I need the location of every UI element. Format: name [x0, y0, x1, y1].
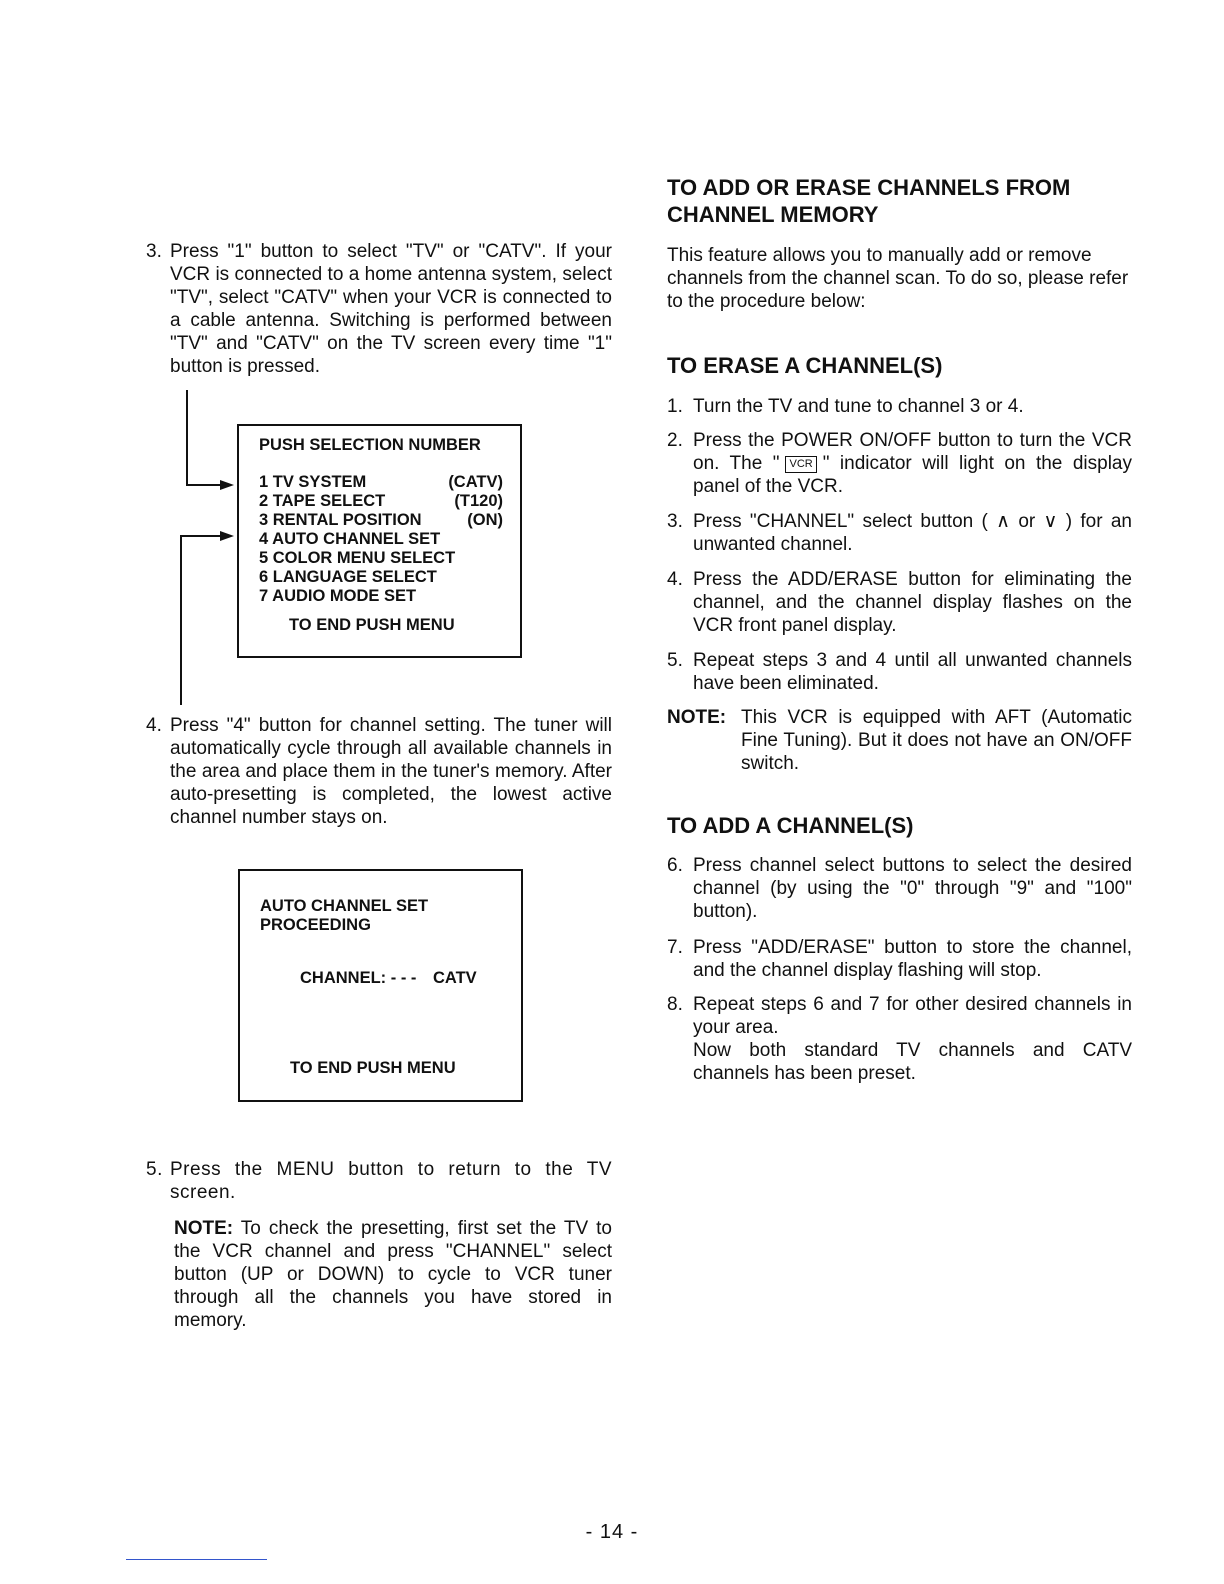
menu-screen — [237, 424, 522, 658]
step-number: 8. — [667, 994, 683, 1015]
connector-line — [180, 535, 222, 537]
menu-screen-title: PUSH SELECTION NUMBER — [259, 436, 481, 454]
step-number: 7. — [667, 937, 683, 958]
step-number: 3. — [667, 511, 683, 532]
erase-heading: TO ERASE A CHANNEL(S) — [667, 353, 943, 378]
step-text: Press "4" button for channel setting. The tuner will automatically cycle through all available channels in the area and place them in the tuner's memory. After auto-presetting is completed, the lowest active channel number stays on. — [170, 715, 612, 828]
note-left — [174, 1217, 612, 1332]
step-text: Turn the TV and tune to channel 3 or 4. — [693, 396, 1024, 417]
arrow-right-icon — [220, 480, 234, 490]
step-number: 1. — [667, 396, 683, 417]
step-number: 4. — [667, 569, 683, 590]
note-label: NOTE: — [667, 707, 727, 728]
channel-value: CATV — [433, 969, 477, 987]
auto-channel-screen — [238, 869, 523, 1102]
step-text-continued: Now both standard TV channels and CATV channels has been preset. — [693, 1040, 1132, 1084]
connector-line — [186, 390, 188, 486]
erase-step-5 — [667, 649, 1132, 695]
step-text: Repeat steps 6 and 7 for other desired channels in your area. — [693, 994, 1132, 1038]
erase-step-1 — [667, 395, 1132, 418]
menu-item: 7 AUDIO MODE SET — [259, 587, 417, 605]
menu-screen-footer: TO END PUSH MENU — [289, 616, 455, 634]
add-heading: TO ADD A CHANNEL(S) — [667, 813, 914, 838]
step-text: Repeat steps 3 and 4 until all unwanted channels have been eliminated. — [693, 650, 1132, 694]
step-number: 5. — [667, 650, 683, 671]
connector-line — [180, 535, 182, 705]
erase-step-3 — [667, 510, 1132, 556]
connector-line — [186, 484, 222, 486]
step-number: 6. — [667, 855, 683, 876]
menu-list — [259, 473, 503, 606]
menu-item: 5 COLOR MENU SELECT — [259, 549, 456, 567]
main-heading: TO ADD OR ERASE CHANNELS FROM CHANNEL MEMORY — [667, 175, 1071, 227]
step-text: Press "CHANNEL" select button ( ∧ or ∨ ) for an unwanted channel. — [693, 511, 1132, 555]
channel-readout — [300, 969, 477, 988]
channel-label: CHANNEL: - - - — [300, 969, 417, 987]
step-text: Press the ADD/ERASE button for eliminating the channel, and the channel display flashes on the VCR front panel display. — [693, 569, 1132, 636]
step-number: 4. — [146, 715, 162, 736]
menu-item: 4 AUTO CHANNEL SET — [259, 530, 441, 548]
add-step-7 — [667, 936, 1132, 982]
step-text: Press the POWER ON/OFF button to turn the VCR on. The " VCR " indicator will light on the display panel of the VCR. — [693, 430, 1132, 497]
note-text: To check the presetting, first set the TV to the VCR channel and press "CHANNEL" select button (UP or DOWN) to cycle to VCR tuner through all the channels you have stored in memory. — [174, 1218, 612, 1331]
step-text: Press the MENU button to return to the TV screen. — [170, 1159, 612, 1203]
menu-item: 2 TAPE SELECT (T120) — [259, 492, 503, 510]
step-3 — [146, 240, 612, 378]
step-text: Press channel select buttons to select the desired channel (by using the "0" through "9" and "100" button). — [693, 855, 1132, 922]
menu-item: 1 TV SYSTEM (CATV) — [259, 473, 503, 491]
auto-screen-line: PROCEEDING — [260, 916, 371, 934]
add-step-8 — [667, 993, 1132, 1085]
add-step-6 — [667, 854, 1132, 923]
step-text: Press "ADD/ERASE" button to store the channel, and the channel display flashing will stop. — [693, 937, 1132, 981]
vcr-indicator-icon: VCR — [785, 456, 816, 473]
erase-step-4 — [667, 568, 1132, 637]
step-5 — [146, 1158, 612, 1204]
erase-step-2 — [667, 429, 1132, 498]
auto-screen-line: AUTO CHANNEL SET — [260, 897, 429, 915]
note-right — [667, 706, 1132, 775]
intro-text: This feature allows you to manually add or remove channels from the channel scan. To do so, please refer to the procedure below: — [667, 245, 1129, 312]
footer-rule — [126, 1559, 267, 1560]
step-number: 2. — [667, 430, 683, 451]
note-label: NOTE: — [174, 1218, 234, 1239]
page-number: - 14 - — [585, 1521, 639, 1543]
step-number: 3. — [146, 241, 162, 262]
auto-screen-footer: TO END PUSH MENU — [290, 1059, 456, 1077]
note-text: This VCR is equipped with AFT (Automatic Fine Tuning). But it does not have an ON/OFF switch. — [741, 707, 1132, 774]
step-number: 5. — [146, 1159, 163, 1180]
menu-item: 6 LANGUAGE SELECT — [259, 568, 437, 586]
arrow-right-icon — [220, 531, 234, 541]
step-text: Press "1" button to select "TV" or "CATV". If your VCR is connected to a home antenna system, select "TV", select "CATV" when your VCR is connected to a cable antenna. Switching is performed between "TV" and "CATV" on the TV screen every time "1" button is pressed. — [170, 241, 612, 377]
menu-item: 3 RENTAL POSITION (ON) — [259, 511, 503, 529]
step-4 — [146, 714, 612, 829]
